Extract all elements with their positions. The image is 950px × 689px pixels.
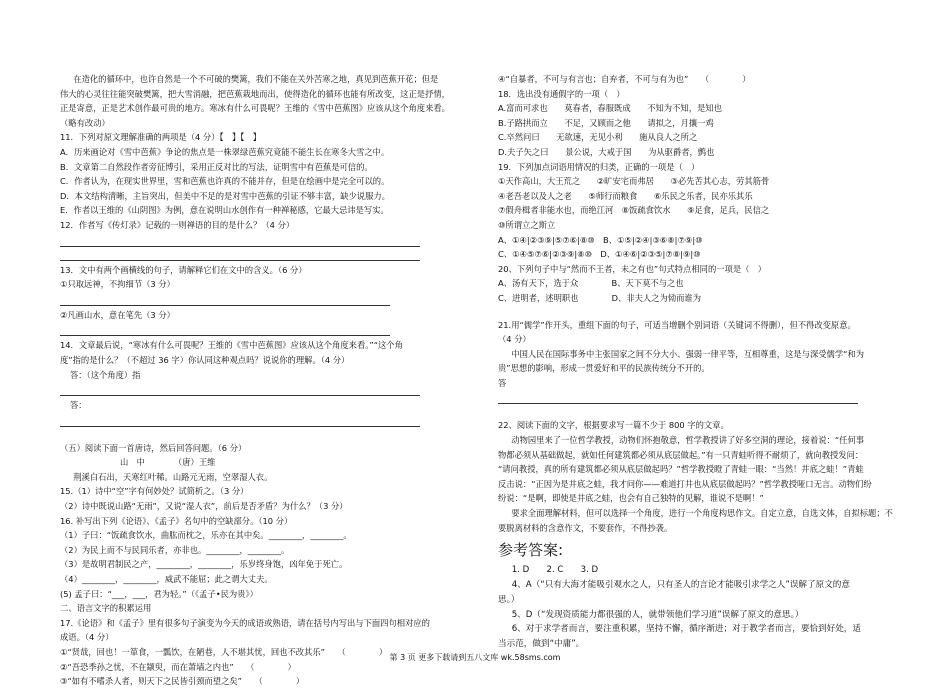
answer-line-6-cont: 当示范，做到“中庸”。 [498, 639, 585, 650]
answer-line [60, 235, 420, 247]
question-13: 13．文中有两个画横线的句子，请解释它们在文中的含义。（6 分） [60, 264, 307, 275]
answer-line-4: 4、A（“只有大海才能吸引观水之人，只有圣人的言论才能吸引求学之人”误解了原文的意 [511, 580, 850, 591]
question-21-text: 贵”思想的影响，形成一贯爱好和平的民族传统分不开的。 [498, 363, 710, 374]
answer-angle: 答：（这个角度）指 [69, 369, 141, 380]
fill-blank-2: （2）为民上而不与民同乐者，亦非也。________，________。 [60, 544, 290, 555]
question-13-part1: ①只取远神，不拘细节（3 分） [60, 279, 175, 290]
question-16: 16. 补写出下列《论语》、《孟子》名句中的空缺部分。（10 分） [60, 515, 293, 526]
answer-line [60, 324, 390, 336]
essay-material: 纷说：“是啊，即使是井底之蛙，也会有自己独特的见解，谁说不是啊！” [498, 493, 764, 504]
answer-key [498, 563, 896, 652]
poem-title: 山 中 （唐）王维 [120, 457, 216, 468]
answer-line-4-cont: 思。） [498, 594, 520, 605]
question-21-score: （4 分） [498, 334, 531, 345]
option-b: B．文章第二自然段作者旁征博引，采用正反对比的写法，证明雪中有芭蕉是可信的。 [60, 161, 373, 172]
option-d: D．本文结构清晰，主旨突出，但美中不足的是对雪中芭蕉的引证不够丰富，缺少说服力。 [60, 190, 390, 201]
question-20: 20、下列句子中与“然而不王者，未之有也”句式特点相同的一项是（ ） [498, 263, 767, 274]
item-line: ⑩所谓立之斯立 [498, 219, 556, 230]
passage-line: 正是寄意，正是艺术创作最可贵的地方。寒冰有什么可畏呢？王维的《雪中芭蕉图》应该从这个角度来看。 [60, 103, 450, 114]
idiom-item-2: ②“吾恐季孙之忧，不在颛臾，而在萧墙之内也” （ ） [60, 661, 296, 672]
option-a: A．历来画论对《雪中芭蕉》争论的焦点是一株翠绿芭蕉究竟能不能生长在寒冬大雪之中。 [60, 146, 390, 157]
idiom-item-1: ①“贤哉，回也！一箪食，一瓢饮，在陋巷，人不堪其忧，回也不改其乐” （ ） [60, 647, 388, 657]
question-21-text: 中国人民在国际事务中主张国家之间不分大小、强弱一律平等，互相尊重，这是与深受儒学“和为 [511, 348, 865, 359]
fill-blank-3: （3）是故明君制民之产，________，________，乐岁终身饱，凶年免于死亡。 [60, 559, 348, 570]
omitted-note: （略有改动） [60, 117, 110, 128]
question-17: 17.《论语》和《孟子》里有很多句子演变为今天的成语或熟语，请在括号内写出与下面四句相对应的 [60, 617, 430, 628]
option-ab: A、①④|②③⑨|⑤⑦⑥|⑧⑩ B、①⑤|②④|③⑥⑧|⑦⑨|⑩ [498, 234, 703, 245]
answer-line [60, 384, 420, 396]
essay-material: 动物园里来了一位哲学教授，动物们怀抱敬意，哲学教授讲了好多空洞的理论，接着说：“任何事 [511, 435, 865, 446]
essay-requirement: 要脱离材料的含意作文，不要套作，不得抄袭。 [498, 522, 673, 533]
left-column [60, 72, 472, 689]
question-22: 22、阅读下面的文字，根据要求写一篇不少于 800 字的文章。 [498, 420, 729, 431]
essay-material: 反击说：“正因为是井底之蛙，我才问你——难道打井也从底层做起吗？”哲学教授哑口无言。动物们纷 [498, 478, 872, 489]
question-18: 18．选出没有通假字的一项（ ） [498, 88, 625, 99]
question-17-cont: 成语。（4 分） [60, 632, 114, 643]
answer-line-6: 6、对于求学者而言，要注重积累，坚持不懈，循序渐进；对于教学者而言，要恰到好处，适 [511, 624, 861, 635]
idiom-item-3: ③“如有不嗜杀人者，则天下之民皆引颈而望之矣” （ ） [60, 676, 305, 687]
right-column [498, 72, 896, 652]
essay-material: 物都必须从基础做起，就如任何建筑都必须从底层做起。”有一只青蛙听得不耐烦了，就向教授发问： [498, 449, 864, 460]
option-ab: A、汤有天下，选于众 B、天下莫不与之也 [498, 278, 684, 289]
answer-line [498, 392, 858, 404]
passage-line: 在造化的循环中，也许自然是一个不可破的樊篱，我们不能在关外苦寒之地，真见到芭蕉开花；但是 [73, 74, 439, 84]
answer-line [60, 294, 390, 306]
item-line: ①天作高山，大王荒之 ②旷安宅而弗居 ③必先苦其心志，劳其筋骨 [498, 176, 770, 187]
question-12: 12．作者写《传灯录》记载的一则禅语的目的是什么？（4 分） [60, 219, 295, 230]
option-e: E．作者以王维的《山阴图》为例，意在说明山水创作有一种禅秘感，它最大忌讳是写实。 [60, 205, 389, 216]
item-line: ⑦假舟楫者非能水也，而绝江河 ⑧饭疏食饮水 ⑨足食，足兵，民信之 [498, 205, 770, 216]
fill-blank-1: （1）子曰：“饭疏食饮水，曲肱而枕之，乐亦在其中矣。________，________。 [60, 530, 352, 541]
question-14: 14．文章最后说，“寒冰有什么可畏呢？王维的《雪中芭蕉图》应该从这个角度来看。”“这个角 [60, 340, 403, 351]
question-11: 11．下列对原文理解准确的两项是（4 分）【 】【 】 [60, 132, 262, 143]
option-c: C．作者认为，在现实世界里，雪和芭蕉也许真的不能并存，但是在绘画中是完全可以的。 [60, 176, 390, 187]
question-19: 19．下列加点词语用情况的归类，正确的一项是（ ） [498, 161, 700, 172]
answer-key-title: 参考答案: [498, 541, 564, 560]
answer-line-1: 1. D 2. C 3. D [511, 565, 599, 576]
answer-prefix: 答： [69, 400, 87, 411]
answer-line [60, 415, 420, 427]
fill-blank-5: (5) 孟子曰：“___，___，君为轻。”（《孟子•民为贵》） [60, 588, 258, 599]
fill-blank-4: （4）________，________，威武不能屈；此之谓大丈夫。 [60, 574, 273, 585]
essay-requirement: 要求全面理解材料，但可以选择一个角度，进行一个角度构思作文。自定立意，自选文体，自拟标题；不 [511, 508, 893, 519]
poem-body: 荆溪白石出，天寒红叶稀。山路元无雨，空翠湿人衣。 [73, 471, 273, 482]
page-footer: 第 3 页 更多下载请到五八文库 wk.58sms.com [389, 653, 561, 662]
option-cd: C、①④⑤⑦⑥|②③⑨|⑧⑩ D、①④⑥|②③⑤|⑦⑧|⑨|⑩ [498, 249, 701, 260]
passage-line: 伟大的心灵往往能突破樊篱，把大雪消融，把芭蕉栽地而出，使得造化的循环也能有所改变，这正是抒情， [60, 88, 450, 99]
idiom-item-4: ④“自暴者，不可与有言也；自弃者，不可与有为也” （ ） [498, 74, 751, 84]
answer-line [60, 249, 420, 261]
option-d: D.夫子矢之曰 景公说，大戒于国 为从驱爵者，鹯也 [498, 146, 715, 157]
answer-line-5: 5、D（“发现资质能力都很强的人，就带领他们学习道”误解了原文的意思。） [511, 609, 804, 620]
item-line: ④老吾老以及人之老 ⑤师行而粮食 ⑥乐民之乐者，民亦乐其乐 [498, 190, 753, 201]
option-b: B.子路拱而立 不足，又顾而之他 请拟之，月攘一鸡 [498, 117, 714, 128]
option-c: C.卒然问曰 无欲速，无见小利 施从良人之所之 [498, 132, 698, 143]
essay-material: “请问教授，真的所有建筑都必须从底层做起吗？”哲学教授瞪了青蛙一眼：“当然！井底之蛙！”青蛙 [498, 464, 864, 475]
option-cd: C、进明者，述明职也 D、非夫人之为恸而谁为 [498, 292, 702, 303]
section-heading: 二、语言文字的积累运用 [60, 603, 152, 614]
answer-prefix: 答 [498, 377, 507, 388]
poem-intro: （五）阅读下面一首唐诗，然后回答问题。（6 分） [60, 442, 247, 453]
question-15: 15.（1）诗中“空”字有何妙处？试简析之。（3 分） [60, 486, 249, 497]
question-13-part2: ②凡画山水，意在笔先（3 分） [60, 309, 175, 320]
option-a: A.富而可求也 莫春者，春服既成 不知为不知，是知也 [498, 103, 722, 114]
question-21: 21.用“儒学”作开头，重组下面的句子，可适当增删个别词语（关键词不得删），但不得改变原意。 [498, 319, 856, 330]
question-15b: （2）诗中既说山路“无雨”，又说“湿人衣”，前后是否矛盾？为什么？（3 分） [60, 501, 348, 512]
question-14-cont: 度”指的是什么？（不超过 36 字）你认同这种观点吗？说说你的理解。（4 分） [60, 354, 350, 365]
